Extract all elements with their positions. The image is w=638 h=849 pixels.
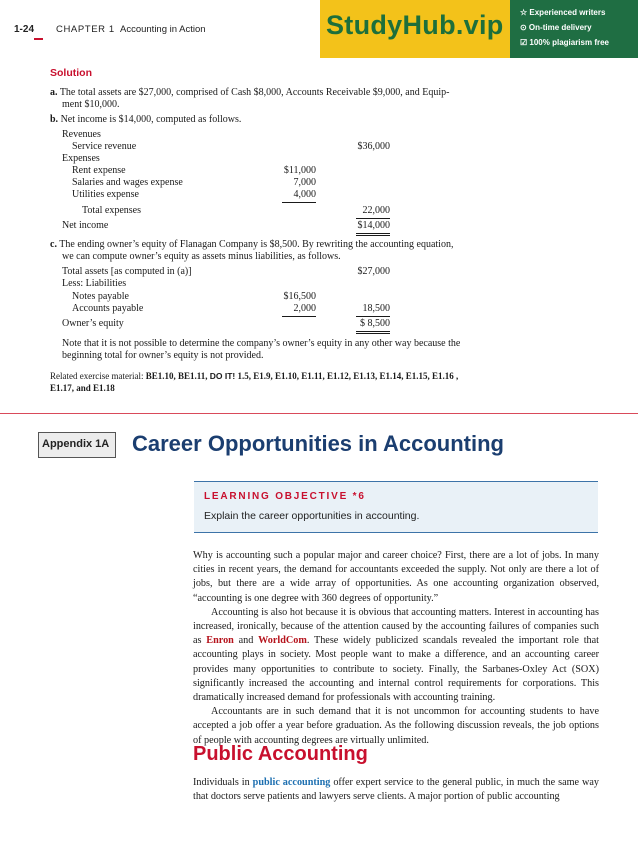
related-prefix: Related exercise material: (50, 371, 146, 381)
appendix-label: Appendix 1A (42, 438, 110, 450)
part-b-label: b. (50, 114, 59, 125)
solution-part-c (50, 239, 453, 251)
part-c-text-1: The ending owner’s equity of Flanagan Company is $8,500. By rewriting the accounting equation, (59, 239, 454, 250)
utilities-expense-value: 4,000 (293, 189, 316, 200)
learning-objective-text: Explain the career opportunities in accounting. (204, 510, 420, 522)
part-b-text: Net income is $14,000, computed as follows. (60, 114, 242, 125)
pa-text-b: offer expert service to the general public, in much the same way that doctors serve patients and lawyers serve clients. A major portion of public accounting (193, 777, 599, 803)
body-text (193, 549, 599, 748)
related-list-1: BE1.10, BE1.11, (145, 371, 210, 381)
enron-keyword[interactable]: Enron (206, 635, 234, 647)
total-expenses-value: 22,000 (362, 205, 390, 216)
expenses-label: Expenses (62, 153, 100, 164)
solution-part-a (50, 87, 449, 99)
notes-payable-value: $16,500 (283, 291, 316, 302)
page-number-accent (34, 38, 43, 40)
body-paragraph-1: Why is accounting such a popular major and career choice? First, there are a lot of jobs. In many cities in recent years, the demand for accountants exceeded the supply. Not only are there a lot of jobs, but there are a wide array of opportunities. As one accounting organization observed, “accounting is one degree with 360 degrees of opportunity.” (193, 550, 599, 604)
do-it-label: DO IT! (209, 371, 236, 381)
solution-heading: Solution (50, 67, 92, 79)
total-assets-label: Total assets [as computed in (a)] (62, 266, 192, 277)
net-income-value: $14,000 (357, 220, 390, 231)
pa-text-a: Individuals in (193, 777, 253, 788)
total-expenses-underline (356, 218, 390, 219)
note-line-1: Note that it is not possible to determine the company’s owner’s equity in any other way because the (62, 338, 461, 349)
part-a-text-2: ment $10,000. (62, 99, 120, 110)
learning-objective-heading: LEARNING OBJECTIVE *6 (204, 491, 366, 502)
body-paragraph-2 (193, 606, 599, 705)
notes-payable-label: Notes payable (72, 291, 129, 302)
p2-text-a: Accounting is also hot because it is obvious that accounting matters. Interest in accounting has increased, ironically, because of the attention caused by the accounting failures of companies such as (193, 606, 599, 647)
accounts-payable-label: Accounts payable (72, 303, 144, 314)
chapter-label: CHAPTER 1 (56, 24, 115, 35)
owners-equity-value: $ 8,500 (360, 318, 390, 329)
liabilities-underline-2 (356, 316, 390, 317)
p2-and: and (233, 635, 259, 647)
part-a-label: a. (50, 87, 58, 98)
rent-expense-label: Rent expense (72, 165, 126, 176)
related-exercises-line-2 (50, 382, 115, 394)
salaries-expense-label: Salaries and wages expense (72, 177, 183, 188)
service-revenue-label: Service revenue (72, 141, 137, 152)
service-revenue-value: $36,000 (357, 141, 390, 152)
accounts-payable-value: 2,000 (293, 303, 316, 314)
liabilities-underline-1 (282, 316, 316, 317)
rent-expense-value: $11,000 (283, 165, 316, 176)
solution-part-b (50, 114, 241, 126)
net-income-label: Net income (62, 220, 109, 231)
related-exercises-line-1 (50, 370, 458, 382)
public-accounting-heading: Public Accounting (193, 743, 368, 765)
net-income-double-rule-1 (356, 233, 390, 234)
expenses-underline (282, 202, 316, 203)
owners-equity-label: Owner’s equity (62, 318, 124, 329)
related-list-2: 1.5, E1.9, E1.10, E1.11, E1.12, E1.13, E1.14, E1.15, E1.16 , (235, 371, 459, 381)
learning-objective-box (194, 481, 598, 533)
less-liabilities-label: Less: Liabilities (62, 278, 127, 289)
page-number: 1-24 (14, 24, 35, 35)
total-assets-value: $27,000 (357, 266, 390, 277)
part-c-text-2: we can compute owner’s equity as assets minus liabilities, as follows. (62, 251, 341, 262)
body-paragraph-3: Accountants are in such demand that it is not uncommon for accounting students to have accepted a job offer a year before graduation. As the following discussion reveals, the job options of people with accounting degrees are virtually unlimited. (193, 706, 599, 746)
brand-name: StudyHub.vip (326, 10, 504, 40)
public-accounting-keyword[interactable]: public accounting (252, 777, 331, 788)
note-line-2: beginning total for owner’s equity is not provided. (62, 350, 264, 361)
net-income-double-rule-2 (356, 235, 390, 236)
part-a-text-1: The total assets are $27,000, comprised of Cash $8,000, Accounts Receivable $9,000, and Equip- (59, 87, 450, 98)
related-list-3: E1.17, and E1.18 (50, 383, 115, 393)
liabilities-total-value: 18,500 (362, 303, 390, 314)
owners-equity-double-rule-2 (356, 333, 390, 334)
utilities-expense-label: Utilities expense (72, 189, 139, 200)
section-divider (0, 413, 638, 414)
appendix-title: Career Opportunities in Accounting (132, 431, 504, 456)
chapter-title: Accounting in Action (120, 24, 206, 35)
public-accounting-paragraph (193, 776, 599, 804)
salaries-expense-value: 7,000 (293, 177, 316, 188)
revenues-label: Revenues (62, 129, 101, 140)
brand-feature-plagiarism: ☑ 100% plagiarism free (520, 38, 609, 47)
part-c-label: c. (50, 239, 57, 250)
total-expenses-label: Total expenses (82, 205, 142, 216)
brand-feature-writers: ☆ Experienced writers (520, 8, 606, 17)
p2-text-b: . These widely publicized scandals revealed the important role that accounting plays in society. Most people want to make a difference, and an accounting career provides many opportunities to contribute to society. Finally, the Sarbanes-Oxley Act (SOX) significantly increased the accounting and internal control requirements for corporations. This dramatically increased demand for professionals with accounting training. (193, 635, 599, 704)
brand-feature-delivery: ⊙ On-time delivery (520, 23, 592, 32)
owners-equity-double-rule-1 (356, 331, 390, 332)
worldcom-keyword[interactable]: WorldCom (258, 635, 307, 647)
